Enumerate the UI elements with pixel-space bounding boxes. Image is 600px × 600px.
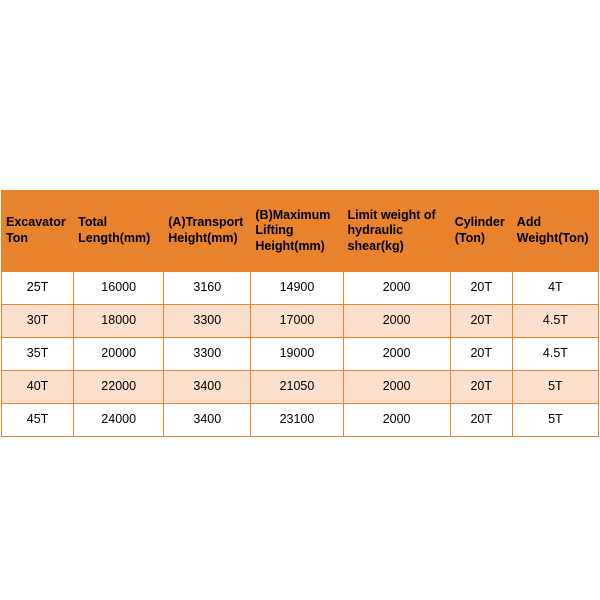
cell-limit-weight: 2000 (343, 305, 450, 338)
cell-transport-height: 3400 (164, 371, 251, 404)
cell-excavator-ton: 40T (2, 371, 74, 404)
cell-excavator-ton: 30T (2, 305, 74, 338)
cell-cylinder: 20T (450, 272, 512, 305)
cell-transport-height: 3300 (164, 305, 251, 338)
cell-total-length: 18000 (74, 305, 164, 338)
column-header-excavator-ton: Excavator Ton (2, 191, 74, 272)
cell-transport-height: 3160 (164, 272, 251, 305)
cell-total-length: 16000 (74, 272, 164, 305)
cell-transport-height: 3400 (164, 404, 251, 437)
column-header-cylinder: Cylinder (Ton) (450, 191, 512, 272)
table-row (2, 272, 599, 305)
cell-limit-weight: 2000 (343, 371, 450, 404)
column-header-limit-weight-hydraulic-shear: Limit weight of hydraulic shear(kg) (343, 191, 450, 272)
table-header (2, 191, 599, 272)
cell-limit-weight: 2000 (343, 338, 450, 371)
cell-maximum-lifting-height: 23100 (251, 404, 343, 437)
cell-maximum-lifting-height: 19000 (251, 338, 343, 371)
table-row (2, 371, 599, 404)
cell-add-weight: 4T (512, 272, 598, 305)
column-header-total-length: Total Length(mm) (74, 191, 164, 272)
cell-cylinder: 20T (450, 305, 512, 338)
cell-cylinder: 20T (450, 371, 512, 404)
cell-add-weight: 4.5T (512, 338, 598, 371)
table-header-row (2, 191, 599, 272)
cell-maximum-lifting-height: 17000 (251, 305, 343, 338)
table-row (2, 404, 599, 437)
cell-excavator-ton: 25T (2, 272, 74, 305)
cell-limit-weight: 2000 (343, 404, 450, 437)
table-row (2, 305, 599, 338)
cell-total-length: 20000 (74, 338, 164, 371)
cell-cylinder: 20T (450, 338, 512, 371)
cell-add-weight: 4.5T (512, 305, 598, 338)
column-header-transport-height: (A)Transport Height(mm) (164, 191, 251, 272)
cell-transport-height: 3300 (164, 338, 251, 371)
cell-maximum-lifting-height: 14900 (251, 272, 343, 305)
spec-table-container (1, 190, 599, 437)
cell-excavator-ton: 35T (2, 338, 74, 371)
cell-add-weight: 5T (512, 404, 598, 437)
table-row (2, 338, 599, 371)
excavator-spec-table (1, 190, 599, 437)
table-body (2, 272, 599, 437)
cell-total-length: 24000 (74, 404, 164, 437)
column-header-maximum-lifting-height: (B)Maximum Lifting Height(mm) (251, 191, 343, 272)
column-header-add-weight: Add Weight(Ton) (512, 191, 598, 272)
cell-add-weight: 5T (512, 371, 598, 404)
cell-total-length: 22000 (74, 371, 164, 404)
cell-excavator-ton: 45T (2, 404, 74, 437)
cell-cylinder: 20T (450, 404, 512, 437)
cell-limit-weight: 2000 (343, 272, 450, 305)
cell-maximum-lifting-height: 21050 (251, 371, 343, 404)
